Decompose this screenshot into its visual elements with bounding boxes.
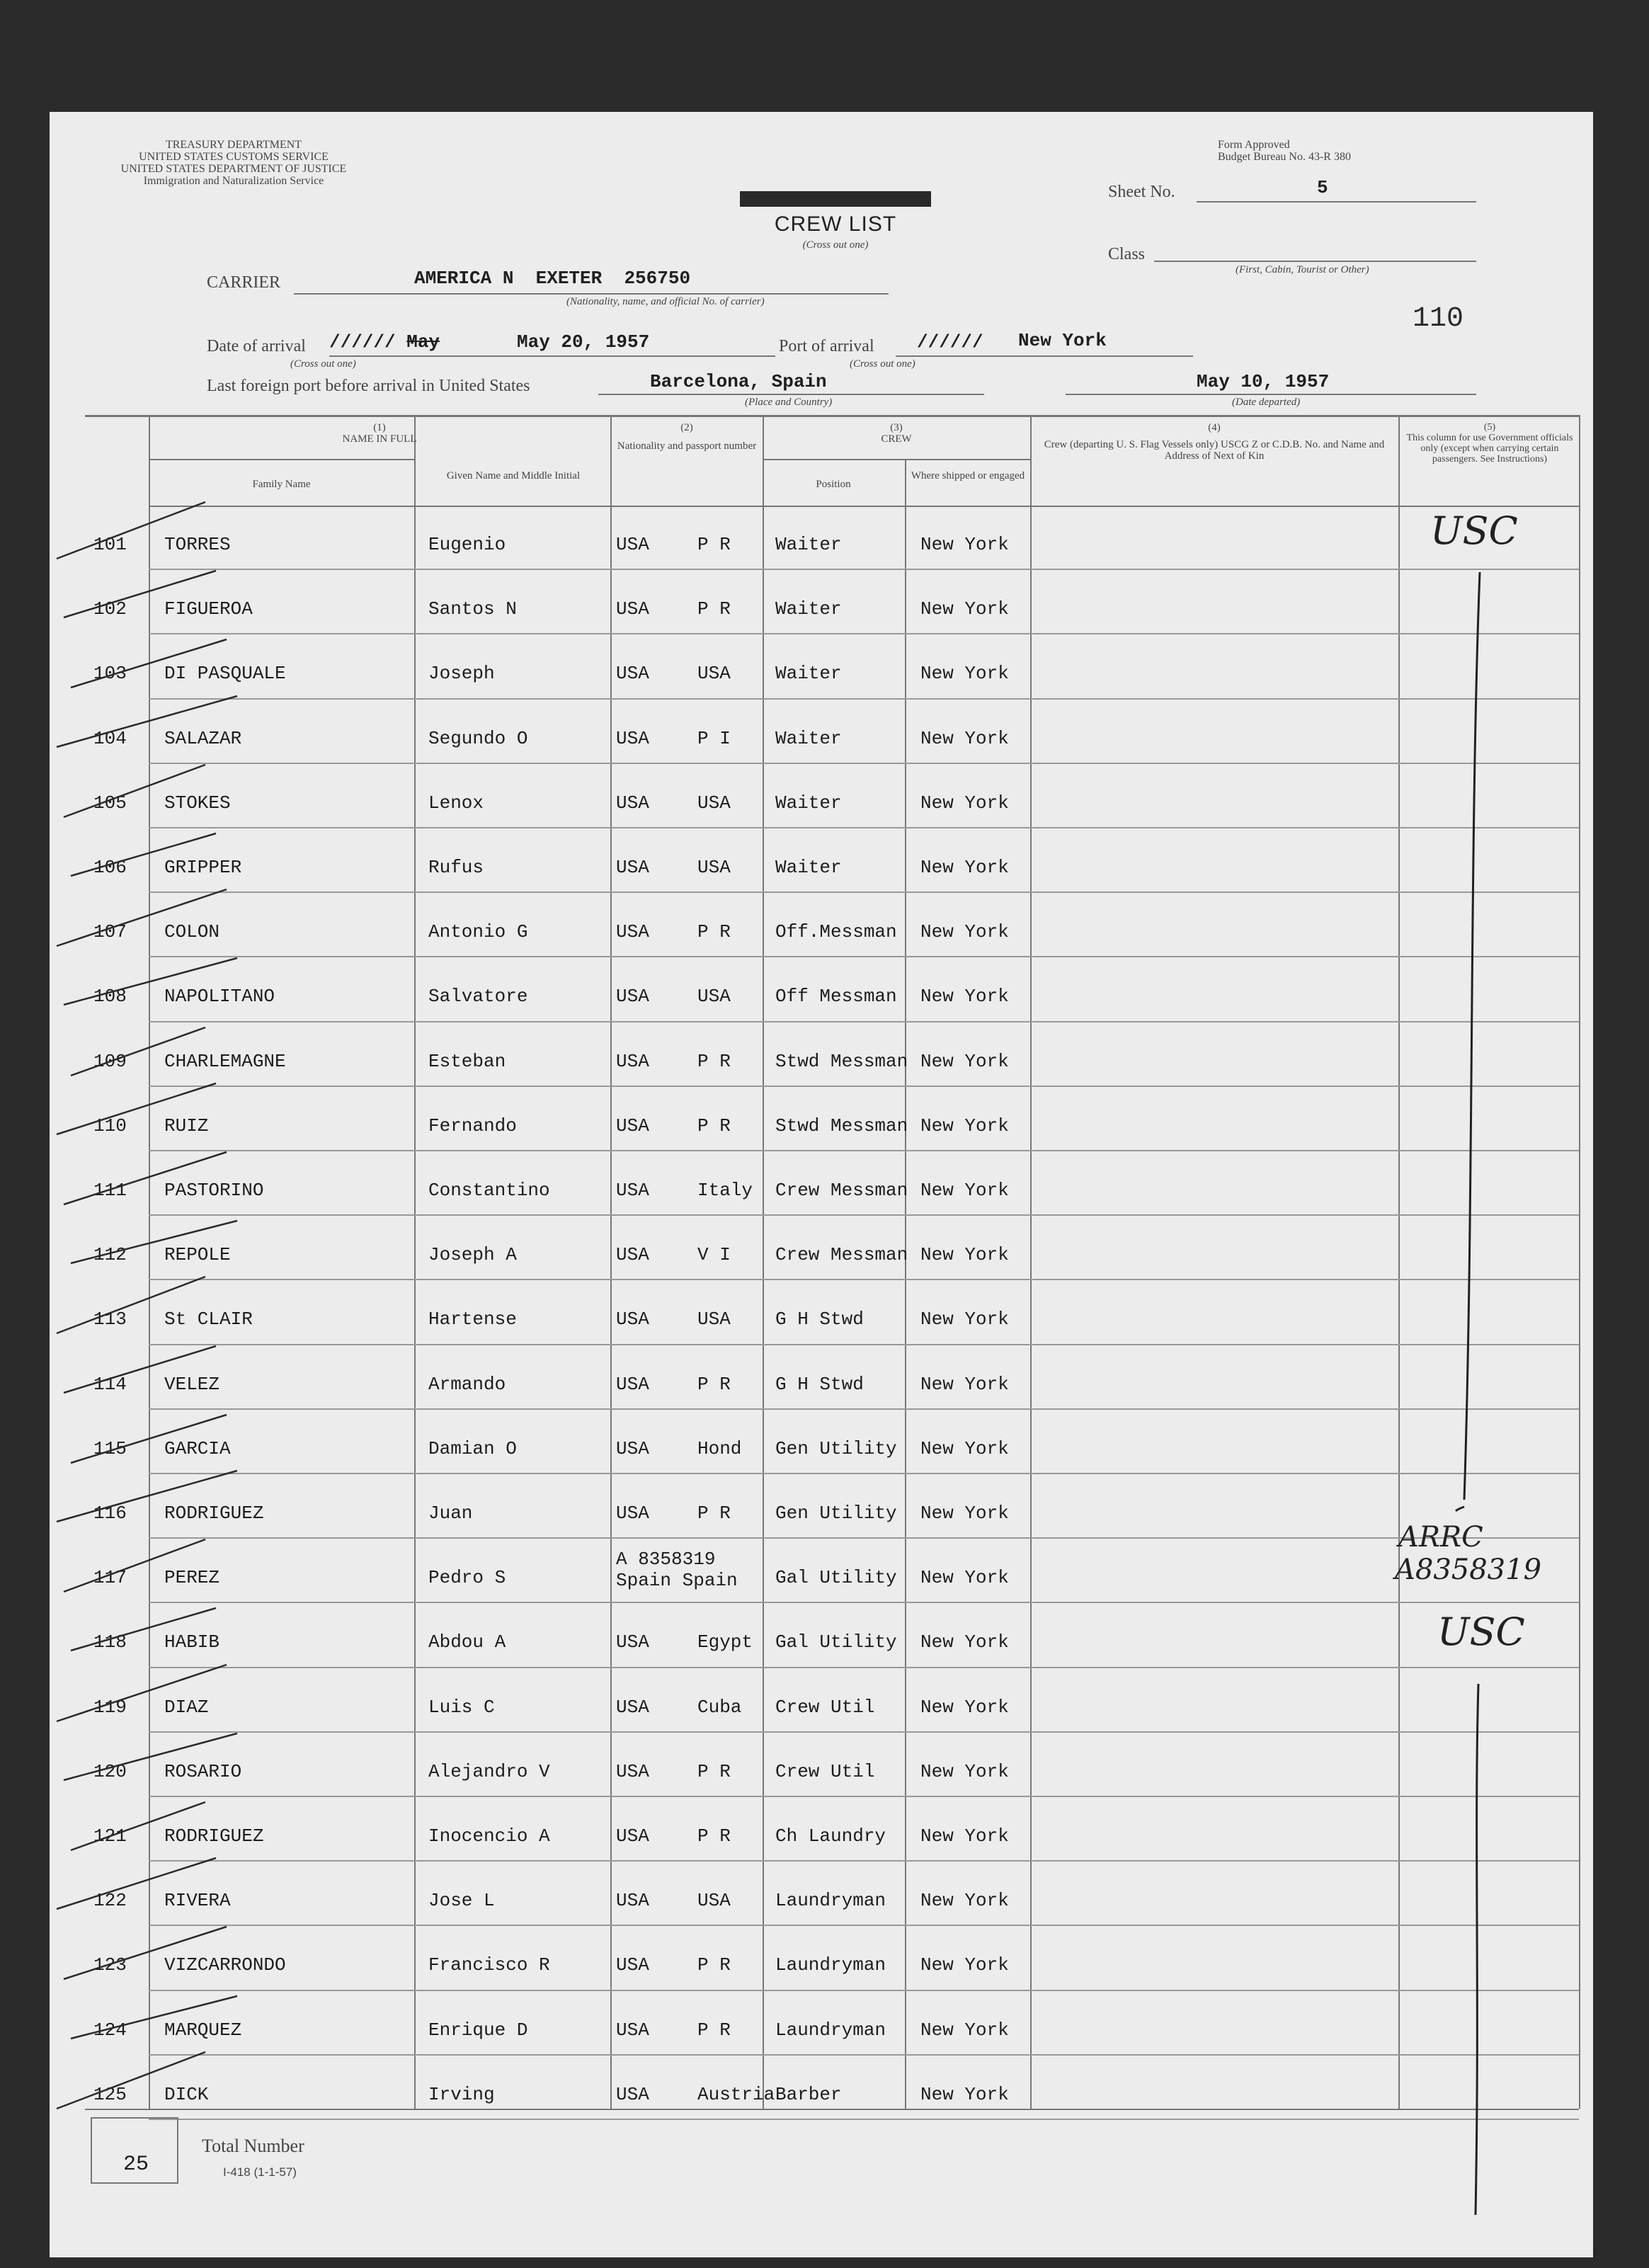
position: Crew Messman: [775, 1244, 908, 1266]
port-underline: [896, 355, 1193, 357]
passport: P R: [697, 2019, 731, 2041]
nationality: USA: [616, 727, 649, 749]
given-name: Joseph A: [428, 1244, 517, 1266]
carrier-note: (Nationality, name, and official No. of carrier): [566, 296, 765, 307]
where-shipped: New York: [920, 1567, 1009, 1589]
nationality: USA: [616, 857, 649, 878]
table-row: [50, 1991, 1593, 2056]
date-label: Date of arrival: [207, 337, 306, 355]
passport: P R: [697, 1825, 731, 1847]
where-shipped: New York: [920, 1503, 1009, 1524]
table-row: [50, 1410, 1593, 1474]
family-name: FIGUEROA: [164, 598, 253, 620]
crossed-out-title: [740, 191, 931, 207]
passport: Hond: [697, 1437, 742, 1459]
given-name: Irving: [428, 2083, 495, 2105]
row-number: 102: [93, 598, 127, 620]
nationality: USA: [616, 1437, 649, 1459]
row-number: 112: [93, 1244, 127, 1266]
cross-out-note: (Cross out one): [802, 239, 869, 251]
form-number: I-418 (1-1-57): [223, 2165, 297, 2179]
sheet-value: 5: [1317, 177, 1328, 198]
col3b-header: Where shipped or engaged: [911, 470, 1025, 481]
where-shipped: New York: [920, 1244, 1009, 1266]
col3-label: CREW: [881, 433, 912, 445]
family-name: CHARLEMAGNE: [164, 1050, 286, 1072]
position: Stwd Messman: [775, 1050, 908, 1072]
table-row: [50, 1345, 1593, 1410]
table-row: [50, 634, 1593, 699]
sheet-label: Sheet No.: [1108, 183, 1175, 201]
date-cross-note: (Cross out one): [290, 358, 356, 370]
col5-header: [1403, 422, 1576, 465]
family-name: TORRES: [164, 534, 231, 555]
position: Waiter: [775, 857, 842, 878]
row-number: 121: [93, 1825, 127, 1847]
family-name: MARQUEZ: [164, 2019, 242, 2041]
table-row: [50, 1216, 1593, 1280]
table-row: [50, 506, 1593, 570]
given-name: Rufus: [428, 857, 484, 878]
usc-annotation: USC: [1430, 508, 1518, 553]
usc-annotation-2: USC: [1437, 1609, 1525, 1654]
table-row: [50, 957, 1593, 1022]
position: Waiter: [775, 598, 842, 620]
page-title: CREW LIST: [774, 212, 897, 236]
date-departed-value: May 10, 1957: [1197, 371, 1330, 392]
given-name: Salvatore: [428, 986, 528, 1008]
nationality: A 8358319: [616, 1549, 716, 1571]
family-name: RODRIGUEZ: [164, 1825, 264, 1847]
subheader-line: [149, 459, 414, 460]
row-number: 122: [93, 1890, 127, 1912]
family-name: RODRIGUEZ: [164, 1503, 264, 1524]
table-row: [50, 1926, 1593, 1990]
row-number: 104: [93, 727, 127, 749]
passport: V I: [697, 1244, 731, 1266]
passport: P I: [697, 727, 731, 749]
where-shipped: New York: [920, 986, 1009, 1008]
port-cross-note: (Cross out one): [850, 358, 915, 370]
table-row: [50, 828, 1593, 893]
passport: USA: [697, 792, 731, 814]
table-row: [50, 1280, 1593, 1345]
passport: USA: [697, 1890, 731, 1912]
family-name: DI PASQUALE: [164, 663, 286, 685]
given-name: Hartense: [428, 1309, 517, 1330]
passport: P R: [697, 598, 731, 620]
position: Gen Utility: [775, 1503, 897, 1524]
position: Laundryman: [775, 1890, 886, 1912]
nationality: USA: [616, 1760, 649, 1782]
row-number: 115: [93, 1437, 127, 1459]
family-name: St CLAIR: [164, 1309, 253, 1330]
date-underline: [329, 355, 775, 357]
col1-number: (1): [373, 422, 386, 433]
where-shipped: New York: [920, 921, 1009, 943]
nationality: USA: [616, 2019, 649, 2041]
nationality: USA: [616, 1696, 649, 1718]
table-row: [50, 1862, 1593, 1926]
given-name: Inocencio A: [428, 1825, 550, 1847]
col5-number: (5): [1483, 422, 1496, 433]
passport: USA: [697, 1309, 731, 1330]
where-shipped: New York: [920, 598, 1009, 620]
col4-number: (4): [1208, 422, 1221, 433]
where-shipped: New York: [920, 2083, 1009, 2105]
position: G H Stwd: [775, 1373, 864, 1395]
date-departed-underline: [1066, 394, 1476, 395]
row-number: 103: [93, 663, 127, 685]
position: G H Stwd: [775, 1309, 864, 1330]
passport: P R: [697, 1760, 731, 1782]
col2-number: (2): [680, 422, 693, 433]
where-shipped: New York: [920, 1696, 1009, 1718]
nationality: USA: [616, 534, 649, 555]
table-row: [50, 1603, 1593, 1668]
passport: P R: [697, 1373, 731, 1395]
col3-number: (3): [890, 422, 903, 433]
class-note: (First, Cabin, Tourist or Other): [1236, 264, 1369, 275]
agency-line: UNITED STATES CUSTOMS SERVICE: [139, 151, 329, 163]
given-name: Joseph: [428, 663, 495, 685]
row-number: 107: [93, 921, 127, 943]
port-value: New York: [1018, 330, 1107, 351]
family-name: NAPOLITANO: [164, 986, 275, 1008]
col3-header: [763, 422, 1030, 445]
where-shipped: New York: [920, 727, 1009, 749]
table-row: [50, 1087, 1593, 1151]
row-number: 110: [93, 1115, 127, 1136]
family-name: COLON: [164, 921, 220, 943]
position: Gal Utility: [775, 1631, 897, 1653]
passport: Spain Spain: [616, 1570, 738, 1592]
table-row: [50, 1022, 1593, 1087]
where-shipped: New York: [920, 1631, 1009, 1653]
given-name: Jose L: [428, 1890, 495, 1912]
row-number: 109: [93, 1050, 127, 1072]
carrier-value: AMERICA N EXETER 256750: [414, 268, 691, 289]
table-top-border: [85, 415, 1579, 417]
form-approved: [1218, 139, 1388, 163]
last-port-label: Last foreign port before arrival in United States: [207, 377, 530, 395]
crew-list-page: [50, 112, 1593, 2257]
crossed-out-title-text: PASSENGER LIST: [740, 191, 849, 205]
given-name: Esteban: [428, 1050, 506, 1072]
position: Laundryman: [775, 1954, 886, 1976]
check-stroke: [42, 2041, 269, 2119]
row-number: 108: [93, 986, 127, 1008]
position: Crew Util: [775, 1760, 875, 1782]
col1a-header: Family Name: [252, 479, 311, 490]
position: Waiter: [775, 792, 842, 814]
given-name: Luis C: [428, 1696, 495, 1718]
stamp-number: 110: [1413, 303, 1464, 335]
form-approved-line: Budget Bureau No. 43-R 380: [1218, 151, 1351, 163]
carrier-label: CARRIER: [207, 273, 281, 292]
where-shipped: New York: [920, 1180, 1009, 1201]
agency-line: TREASURY DEPARTMENT: [165, 139, 302, 151]
nationality: USA: [616, 1631, 649, 1653]
family-name: GARCIA: [164, 1437, 231, 1459]
row-number: 118: [93, 1631, 127, 1653]
position: Off Messman: [775, 986, 897, 1008]
form-approved-line: Form Approved: [1218, 139, 1290, 151]
family-name: PASTORINO: [164, 1180, 264, 1201]
given-name: Alejandro V: [428, 1760, 550, 1782]
row-number: 101: [93, 534, 127, 555]
where-shipped: New York: [920, 1760, 1009, 1782]
nationality: USA: [616, 2083, 649, 2105]
passport: Italy: [697, 1180, 753, 1201]
agency-line: UNITED STATES DEPARTMENT OF JUSTICE: [120, 163, 347, 175]
nationality: USA: [616, 1503, 649, 1524]
position: Gal Utility: [775, 1567, 897, 1589]
table-row: [50, 570, 1593, 634]
row-number: 116: [93, 1503, 127, 1524]
col1b-header: Given Name and Middle Initial: [446, 470, 581, 481]
where-shipped: New York: [920, 792, 1009, 814]
where-shipped: New York: [920, 1050, 1009, 1072]
passport: P R: [697, 1050, 731, 1072]
given-name: Damian O: [428, 1437, 517, 1459]
passport: P R: [697, 1954, 731, 1976]
position: Waiter: [775, 534, 842, 555]
table-row: [50, 1668, 1593, 1733]
total-number-label: Total Number: [202, 2136, 304, 2156]
table-row: [50, 1797, 1593, 1862]
last-port-value: Barcelona, Spain: [650, 371, 827, 392]
nationality: USA: [616, 1373, 649, 1395]
row-number: 117: [93, 1567, 127, 1589]
port-label: Port of arrival: [779, 337, 874, 355]
col5-label: This column for use Government officials only (except when carrying certain passengers. See Instructions): [1406, 433, 1573, 465]
col3a-header: Position: [816, 479, 851, 490]
date-strikeout: ////// May: [329, 331, 440, 353]
family-name: RUIZ: [164, 1115, 209, 1136]
date-departed-note: (Date departed): [1232, 397, 1301, 408]
row-number: 123: [93, 1954, 127, 1976]
family-name: GRIPPER: [164, 857, 242, 878]
where-shipped: New York: [920, 1373, 1009, 1395]
row-number: 124: [93, 2019, 127, 2041]
family-name: ROSARIO: [164, 1760, 242, 1782]
nationality: USA: [616, 663, 649, 685]
arrc-annotation: ARRC: [1398, 1521, 1483, 1554]
family-name: PEREZ: [164, 1567, 220, 1589]
agency-line: Immigration and Naturalization Service: [143, 175, 324, 187]
annotation-lines: [1395, 565, 1579, 2215]
given-name: Francisco R: [428, 1954, 550, 1976]
position: Ch Laundry: [775, 1825, 886, 1847]
given-name: Enrique D: [428, 2019, 528, 2041]
col1-header: [149, 422, 610, 445]
given-name: Segundo O: [428, 727, 528, 749]
nationality: USA: [616, 1954, 649, 1976]
nationality: USA: [616, 1050, 649, 1072]
family-name: STOKES: [164, 792, 231, 814]
family-name: DICK: [164, 2083, 209, 2105]
given-name: Constantino: [428, 1180, 550, 1201]
sheet-underline: [1197, 201, 1476, 203]
family-name: SALAZAR: [164, 727, 242, 749]
table-row: [50, 700, 1593, 764]
where-shipped: New York: [920, 534, 1009, 555]
nationality: USA: [616, 986, 649, 1008]
family-name: VIZCARRONDO: [164, 1954, 286, 1976]
family-name: REPOLE: [164, 1244, 231, 1266]
total-number-box: [91, 2117, 178, 2184]
position: Off.Messman: [775, 921, 897, 943]
table-row: [50, 893, 1593, 957]
agency-block: [78, 139, 389, 187]
position: Laundryman: [775, 2019, 886, 2041]
passport: USA: [697, 857, 731, 878]
table-row: [50, 2056, 1593, 2120]
position: Waiter: [775, 727, 842, 749]
position: Stwd Messman: [775, 1115, 908, 1136]
position: Gen Utility: [775, 1437, 897, 1459]
row-number: 114: [93, 1373, 127, 1395]
nationality: USA: [616, 1825, 649, 1847]
nationality: USA: [616, 1890, 649, 1912]
class-label: Class: [1108, 245, 1146, 263]
row-number: 125: [93, 2083, 127, 2105]
arrc-number-annotation: A8358319: [1395, 1554, 1542, 1586]
given-name: Antonio G: [428, 921, 528, 943]
given-name: Eugenio: [428, 534, 506, 555]
date-value: May 20, 1957: [517, 331, 650, 353]
passport: USA: [697, 663, 731, 685]
position: Crew Util: [775, 1696, 875, 1718]
col4-label: Crew (departing U. S. Flag Vessels only) USCG Z or C.D.B. No. and Name and Address of Next of Kin: [1044, 439, 1385, 462]
family-name: VELEZ: [164, 1373, 220, 1395]
passport: P R: [697, 1115, 731, 1136]
subheader-line: [763, 459, 1030, 460]
row-number: 119: [93, 1696, 127, 1718]
position: Waiter: [775, 663, 842, 685]
where-shipped: New York: [920, 1954, 1009, 1976]
col2-label: Nationality and passport number: [617, 440, 757, 452]
given-name: Pedro S: [428, 1567, 506, 1589]
given-name: Abdou A: [428, 1631, 506, 1653]
given-name: Lenox: [428, 792, 484, 814]
passport: P R: [697, 534, 731, 555]
nationality: USA: [616, 1244, 649, 1266]
class-underline: [1154, 261, 1476, 262]
total-number-value: 25: [123, 2153, 149, 2177]
passport: USA: [697, 986, 731, 1008]
nationality: USA: [616, 792, 649, 814]
nationality: USA: [616, 1180, 649, 1201]
where-shipped: New York: [920, 1437, 1009, 1459]
row-number: 113: [93, 1309, 127, 1330]
last-port-note: (Place and Country): [745, 397, 833, 408]
passport: P R: [697, 921, 731, 943]
table-row: [50, 1151, 1593, 1216]
family-name: RIVERA: [164, 1890, 231, 1912]
passport: Cuba: [697, 1696, 742, 1718]
row-number: 111: [93, 1180, 127, 1201]
given-name: Juan: [428, 1503, 473, 1524]
where-shipped: New York: [920, 1890, 1009, 1912]
passport: P R: [697, 1503, 731, 1524]
where-shipped: New York: [920, 2019, 1009, 2041]
nationality: USA: [616, 1115, 649, 1136]
table-row: [50, 764, 1593, 828]
nationality: USA: [616, 1309, 649, 1330]
table-row: [50, 1474, 1593, 1539]
position: Crew Messman: [775, 1180, 908, 1201]
row-number: 105: [93, 792, 127, 814]
passport: Austria: [697, 2083, 775, 2105]
table-row: [50, 1539, 1593, 1603]
where-shipped: New York: [920, 663, 1009, 685]
given-name: Fernando: [428, 1115, 517, 1136]
col2-header: [612, 422, 761, 452]
family-name: DIAZ: [164, 1696, 209, 1718]
table-row: [50, 1733, 1593, 1797]
col1-label: NAME IN FULL: [342, 433, 417, 445]
where-shipped: New York: [920, 1825, 1009, 1847]
given-name: Armando: [428, 1373, 506, 1395]
position: Barber: [775, 2083, 842, 2105]
col4-header: [1037, 422, 1391, 462]
where-shipped: New York: [920, 1309, 1009, 1330]
where-shipped: New York: [920, 1115, 1009, 1136]
row-number: 106: [93, 857, 127, 878]
carrier-underline: [294, 293, 889, 295]
given-name: Santos N: [428, 598, 517, 620]
family-name: HABIB: [164, 1631, 220, 1653]
where-shipped: New York: [920, 857, 1009, 878]
port-strikeout: //////: [917, 331, 983, 353]
nationality: USA: [616, 921, 649, 943]
last-port-underline: [598, 394, 984, 395]
nationality: USA: [616, 598, 649, 620]
row-rule: [149, 2119, 1579, 2120]
row-number: 120: [93, 1760, 127, 1782]
passport: Egypt: [697, 1631, 753, 1653]
